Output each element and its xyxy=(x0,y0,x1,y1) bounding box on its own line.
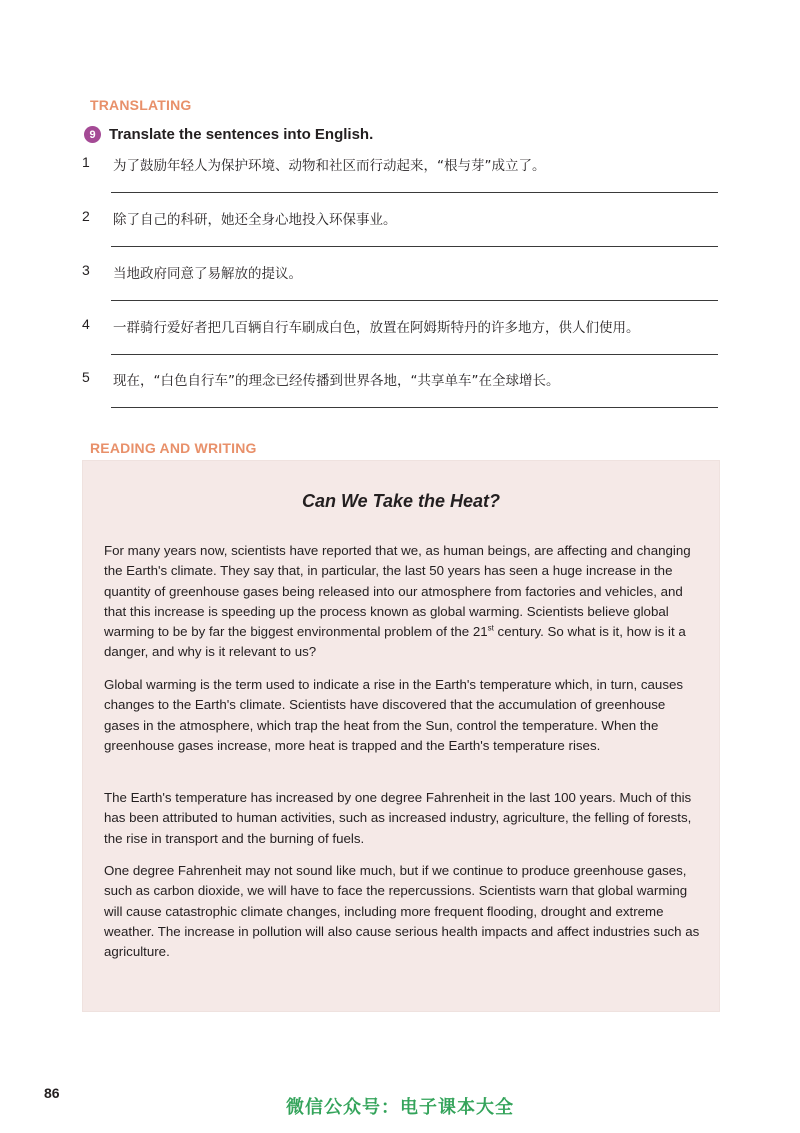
sentence-text: 当地政府同意了易解放的提议。 xyxy=(113,266,302,282)
sentence-text: 现在，“白色自行车”的理念已经传播到世界各地，“共享单车”在全球增长。 xyxy=(113,373,560,389)
ordinal-suffix: st xyxy=(487,623,494,633)
task-header xyxy=(84,126,373,143)
task-instruction: Translate the sentences into English. xyxy=(109,126,374,143)
passage-paragraph-3: The Earth's temperature has increased by one degree Fahrenheit in the last 100 years. Much of this has been attributed to human activities, such as increased industry, agriculture, the felling of forests, the rise in transport and the burning of fuels. xyxy=(104,790,692,846)
sentence-number: 1 xyxy=(82,154,90,170)
reading-passage-box xyxy=(83,461,719,1011)
sentence-number: 3 xyxy=(82,262,90,278)
answer-line[interactable] xyxy=(111,407,718,408)
passage-title: Can We Take the Heat? xyxy=(301,491,501,511)
sentence-text: 为了鼓励年轻人为保护环境、动物和社区而行动起来，“根与芽”成立了。 xyxy=(113,158,546,174)
passage-paragraph-1 xyxy=(104,541,704,663)
translating-heading: TRANSLATING xyxy=(90,97,192,113)
task-number-badge: 9 xyxy=(84,126,101,143)
paragraph-1-text: For many years now, scientists have reported that we, as human beings, are affecting and changing the Earth's climate. They say that, in particular, the last 50 years has seen a huge increase in the quantity of greenhouse gases being released into our atmosphere from factories and vehicles, and that this increase is speeding up the process known as global warming. Scientists believe global warming to be by far the biggest environmental problem of the 21 xyxy=(104,543,691,640)
sentence-number: 4 xyxy=(82,316,90,332)
passage-paragraph-4: One degree Fahrenheit may not sound like much, but if we continue to produce greenhouse gases, such as carbon dioxide, we will have to face the repercussions. Scientists warn that global warming will cause catastrophic climate changes, including more frequent flooding, drought and extreme weather. The increase in pollution will also cause serious health impacts and affect industries such as agriculture. xyxy=(104,863,700,960)
footer-watermark: 微信公众号：电子课本大全 xyxy=(286,1097,514,1118)
reading-writing-heading: READING AND WRITING xyxy=(90,440,257,456)
sentence-text: 一群骑行爱好者把几百辆自行车刷成白色，放置在阿姆斯特丹的许多地方，供人们使用。 xyxy=(113,320,640,336)
sentence-number: 2 xyxy=(82,208,90,224)
answer-line[interactable] xyxy=(111,246,718,247)
passage-paragraph-2: Global warming is the term used to indicate a rise in the Earth's temperature which, in turn, causes changes to the Earth's climate. Scientists have discovered that the accumulation of greenhouse gases in the atmosphere, which trap the heat from the Sun, control the temperature. When the greenhouse gases increase, more heat is trapped and the Earth's temperature rises. xyxy=(104,677,684,753)
paragraph-1-text-end: century. So what is it, how is it a danger, and why is it relevant to us? xyxy=(104,624,686,660)
answer-line[interactable] xyxy=(111,354,718,355)
answer-line[interactable] xyxy=(111,300,718,301)
page-number: 86 xyxy=(44,1085,60,1101)
sentence-number: 5 xyxy=(82,369,90,385)
answer-line[interactable] xyxy=(111,192,718,193)
sentence-text: 除了自己的科研，她还全身心地投入环保事业。 xyxy=(113,212,397,228)
